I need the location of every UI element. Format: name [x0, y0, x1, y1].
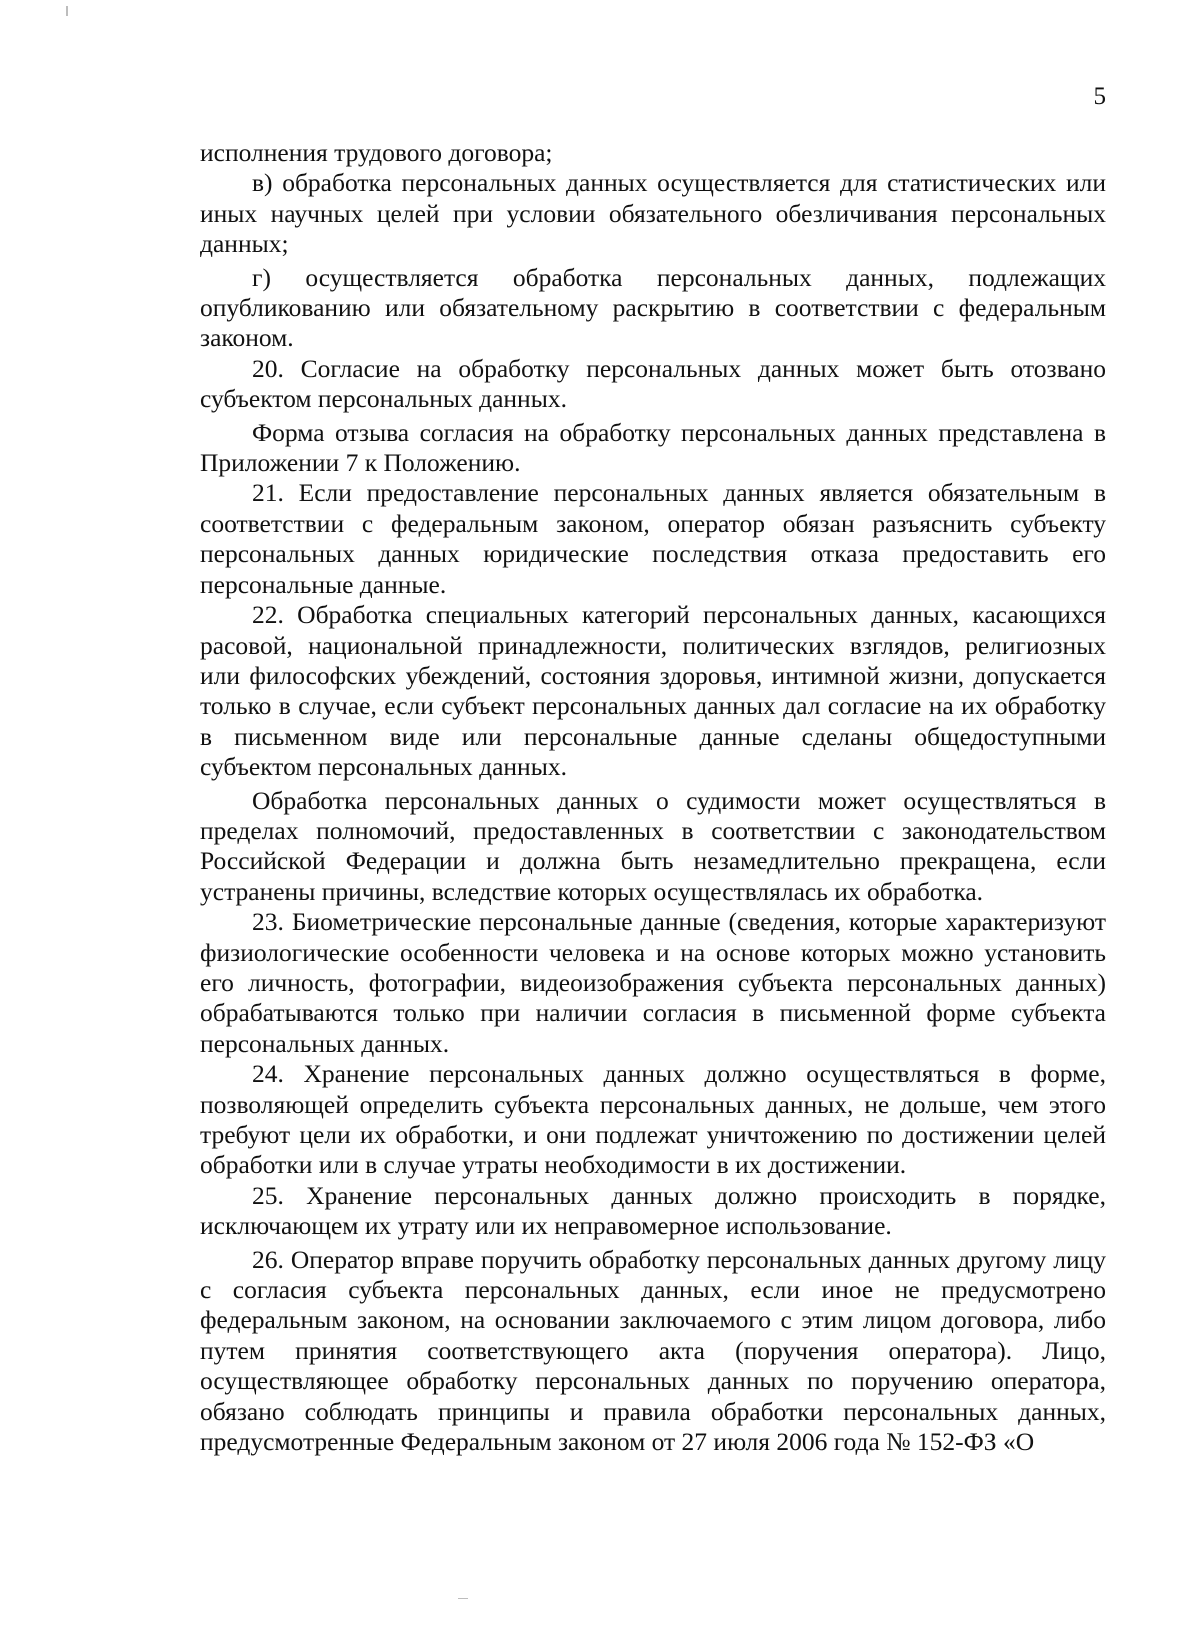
paragraph-item-g: г) осуществляется обработка персональных данных, подлежащих опубликованию или обязательному раскрытию в соответствии с федеральным законом. — [200, 262, 1106, 353]
paragraph-22-criminal-record: Обработка персональных данных о судимости может осуществляться в пределах полномочий, предоставленных в соответствии с законодательством Российской Федерации и должна быть незамедлительно прекращена, если устранены причины, вследствие которых осуществлялась их обработка. — [200, 785, 1106, 906]
paragraph-item-v: в) обработка персональных данных осуществляется для статистических или иных научных целей при условии обязательного обезличивания персональных данных; — [200, 168, 1106, 259]
paragraph-20-form: Форма отзыва согласия на обработку персональных данных представлена в Приложении 7 к Положению. — [200, 417, 1106, 478]
paragraph-23: 23. Биометрические персональные данные (сведения, которые характеризуют физиологические особенности человека и на основе которых можно установить его личность, фотографии, видеоизображения субъекта персональных данных) обрабатываются только при наличии согласия в письменной форме субъекта персональных данных. — [200, 907, 1106, 1058]
paragraph-22: 22. Обработка специальных категорий персональных данных, касающихся расовой, национальной принадлежности, политических взглядов, религиозных или философских убеждений, состояния здоровья, интимной жизни, допускается только в случае, если субъект персональных данных дал согласие на их обработку в письменном виде или персональные данные сделаны общедоступными субъектом персональных данных. — [200, 600, 1106, 782]
paragraph-continuation: исполнения трудового договора; — [200, 138, 553, 167]
paragraph-25: 25. Хранение персональных данных должно происходить в порядке, исключающем их утрату или их неправомерное использование. — [200, 1180, 1106, 1241]
paragraph-21: 21. Если предоставление персональных данных является обязательным в соответствии с федеральным законом, оператор обязан разъяснить субъекту персональных данных юридические последствия отказа предоставить его персональные данные. — [200, 478, 1106, 599]
paragraph-20: 20. Согласие на обработку персональных данных может быть отозвано субъектом персональных данных. — [200, 353, 1106, 414]
scan-artifact-top — [66, 6, 68, 16]
page-number: 5 — [1093, 83, 1106, 110]
document-body — [200, 138, 1106, 1457]
paragraph-24: 24. Хранение персональных данных должно осуществляться в форме, позволяющей определить субъекта персональных данных, не дольше, чем этого требуют цели их обработки, и они подлежат уничтожению по достижении целей обработки или в случае утраты необходимости в их достижении. — [200, 1059, 1106, 1180]
scan-artifact-bottom — [458, 1598, 468, 1599]
paragraph-26: 26. Оператор вправе поручить обработку персональных данных другому лицу с согласия субъекта персональных данных, если иное не предусмотрено федеральным законом, на основании заключаемого с этим лицом договора, либо путем принятия соответствующего акта (поручения оператора). Лицо, осуществляющее обработку персональных данных по поручению оператора, обязано соблюдать принципы и правила обработки персональных данных, предусмотренные Федеральным законом от 27 июля 2006 года № 152-ФЗ «О — [200, 1244, 1106, 1457]
